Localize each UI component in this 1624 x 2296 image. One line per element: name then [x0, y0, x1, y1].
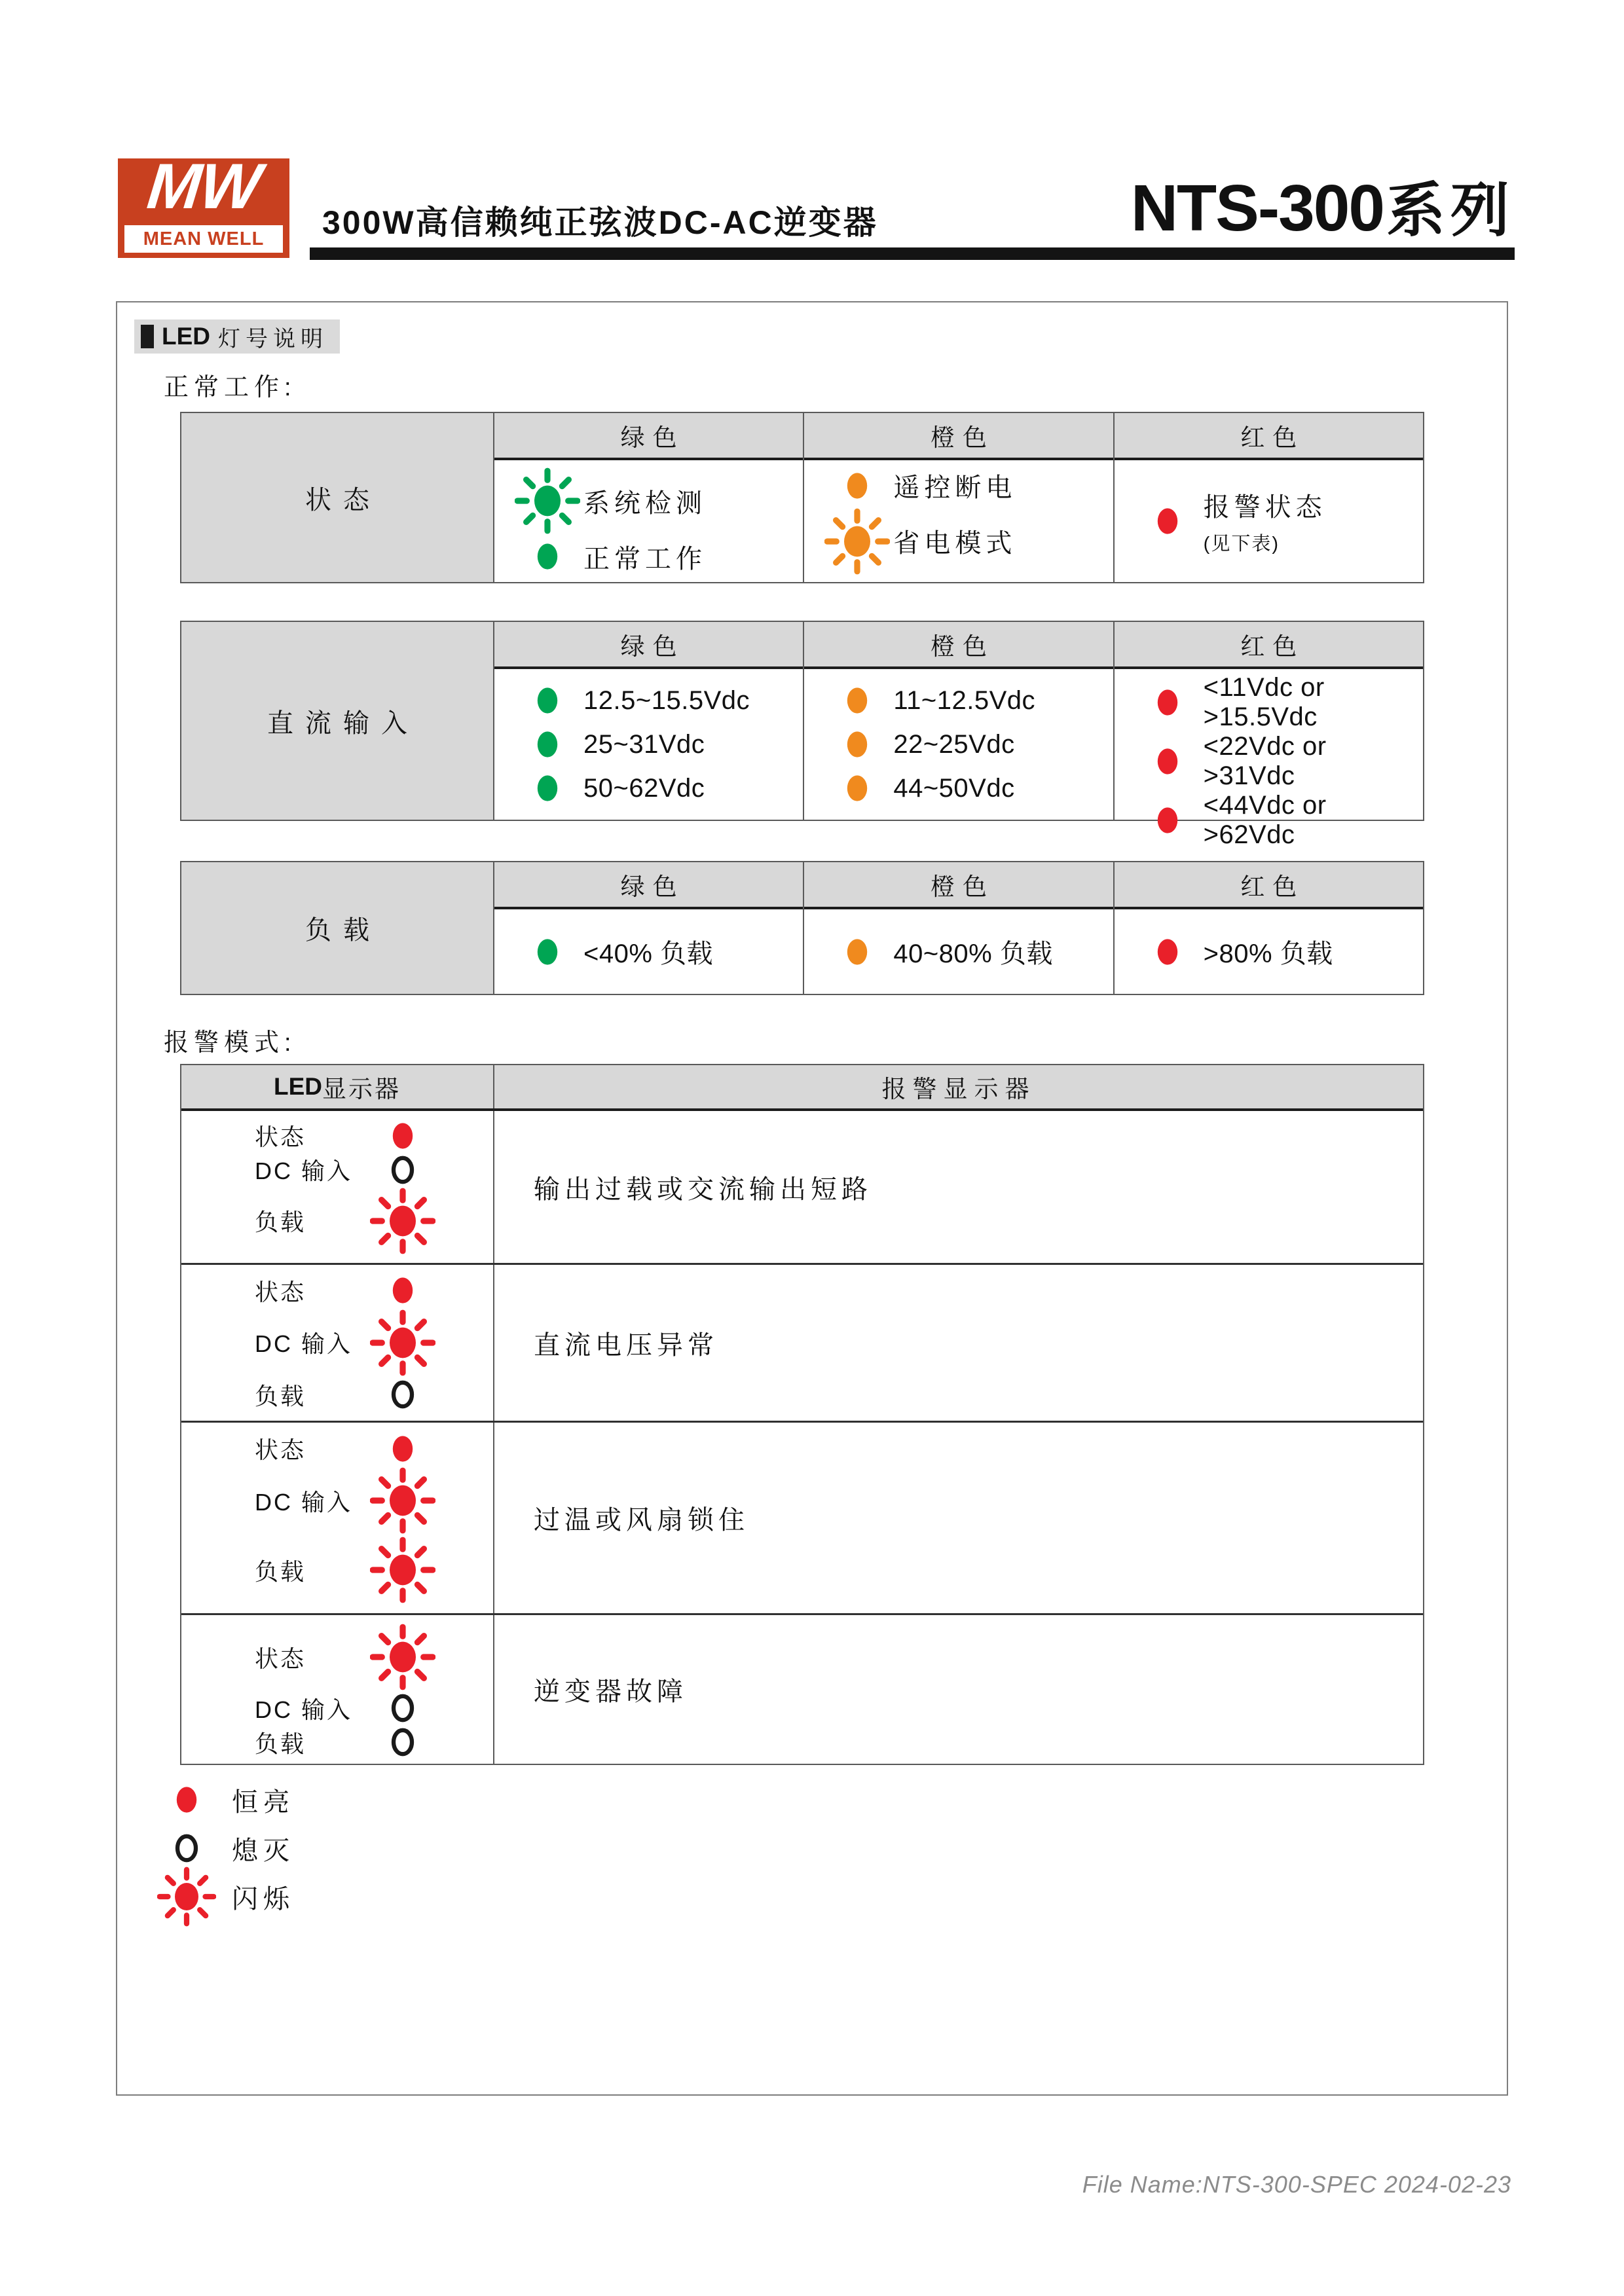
led-label: DC 输入: [255, 1488, 352, 1516]
series-title: [1131, 162, 1515, 247]
series-suffix: 系列: [1386, 178, 1515, 244]
led-on-red-icon: [370, 1120, 435, 1152]
alarm-header-led-display: [181, 1065, 494, 1108]
led-line: [181, 1274, 493, 1307]
led-off-icon: [370, 1725, 435, 1759]
dc-line: [804, 772, 1113, 805]
led-off-icon: [157, 1831, 216, 1865]
legend-item: [157, 1776, 295, 1824]
status-row-label: 状态: [181, 413, 494, 582]
status-columns: [494, 413, 1423, 582]
status-text: 遥控断电: [893, 473, 1017, 503]
alarm-row: [181, 1421, 1423, 1613]
led-label: 负载: [255, 1558, 306, 1585]
alarm-description-cell: [494, 1111, 1423, 1263]
dc-red-cell: [1115, 669, 1423, 854]
led-line: [181, 1432, 493, 1465]
status-table: [180, 412, 1424, 583]
led-on-green-icon: [511, 728, 583, 761]
led-blink-red-icon: [157, 1863, 216, 1931]
led-off-icon: [370, 1153, 435, 1187]
led-label: DC 输入: [255, 1696, 352, 1723]
led-on-orange-icon: [821, 772, 893, 805]
meanwell-logo: [118, 150, 289, 258]
status-note: (见下表): [1203, 534, 1280, 555]
led-line: [181, 1725, 493, 1759]
header-divider-rule: [310, 247, 1515, 260]
led-line: [181, 1309, 493, 1377]
status-text: 系统检测: [583, 488, 707, 518]
alarm-description: 逆变器故障: [534, 1677, 688, 1706]
led-on-red-icon: [370, 1432, 435, 1465]
dc-line: [1115, 791, 1423, 850]
alarm-description: 输出过载或交流输出短路: [534, 1175, 872, 1204]
led-label: 状态: [255, 1278, 306, 1305]
led-off-icon: [370, 1377, 435, 1412]
normal-mode-label: 正常工作:: [164, 374, 297, 401]
led-on-red-icon: [1132, 686, 1204, 719]
dc-range: 25~31Vdc: [583, 729, 705, 759]
footer-filename: File Name:NTS-300-SPEC 2024-02-23: [1082, 2171, 1511, 2198]
alarm-description: 直流电压异常: [534, 1330, 718, 1360]
led-on-red-icon: [1132, 804, 1204, 837]
status-text-group: [1204, 486, 1327, 556]
dc-range: 11~12.5Vdc: [893, 685, 1035, 715]
led-line: [181, 1153, 493, 1187]
dc-line: [494, 684, 803, 717]
legend-label: 熄灭: [232, 1836, 295, 1865]
alarm-header-led-rest: 显示器: [322, 1076, 401, 1102]
dc-range: 22~25Vdc: [893, 729, 1015, 759]
legend-label: 闪烁: [232, 1884, 295, 1914]
led-on-orange-icon: [821, 936, 893, 968]
led-line: [181, 1119, 493, 1152]
alarm-mode-label: 报警模式:: [164, 1029, 297, 1057]
status-green-cell: [494, 460, 803, 582]
led-on-red-icon: [1132, 745, 1204, 778]
dc-line: [804, 684, 1113, 717]
led-on-green-icon: [511, 772, 583, 805]
logo-band: [124, 225, 283, 253]
led-blink-orange-icon: [821, 507, 893, 575]
alarm-led-states: [181, 1265, 494, 1421]
column-header-orange: 橙色: [804, 622, 1113, 669]
page-title: 300W高信赖纯正弦波DC-AC逆变器: [322, 204, 878, 241]
led-label: 负载: [255, 1382, 306, 1410]
led-line: [181, 1187, 493, 1255]
status-line: [494, 467, 803, 535]
load-range: 40~80% 负载: [893, 939, 1053, 968]
dc-col-orange: [803, 622, 1113, 820]
section-header-led-description: [134, 319, 340, 354]
led-line: [181, 1536, 493, 1604]
load-orange-cell: [804, 909, 1113, 994]
column-header-orange: 橙色: [804, 862, 1113, 909]
alarm-row: [181, 1263, 1423, 1421]
status-line: [494, 538, 803, 575]
logo-brand-text: MEAN WELL: [143, 228, 265, 249]
status-text: 省电模式: [893, 529, 1017, 558]
dc-line: [494, 728, 803, 761]
series-code: NTS-300: [1130, 172, 1384, 245]
status-orange-cell: [804, 460, 1113, 582]
load-line: [804, 933, 1113, 970]
led-on-red-icon: [1132, 505, 1204, 538]
load-range: >80% 负载: [1203, 939, 1333, 968]
led-on-orange-icon: [821, 469, 893, 502]
led-label: DC 输入: [255, 1330, 352, 1357]
column-header-green: 绿色: [494, 862, 803, 909]
led-label: 状态: [255, 1645, 306, 1672]
legend-item: [157, 1872, 295, 1921]
led-label: 负载: [255, 1209, 306, 1236]
alarm-row: [181, 1111, 1423, 1263]
led-on-red-icon: [1132, 936, 1204, 968]
dc-col-green: [494, 622, 803, 820]
load-line: [1115, 933, 1423, 970]
column-header-red: 红色: [1115, 622, 1423, 669]
led-on-red-icon: [370, 1274, 435, 1307]
led-on-green-icon: [511, 684, 583, 717]
led-legend: [157, 1776, 295, 1921]
load-table: [180, 861, 1424, 995]
section-title-led: LED: [162, 323, 210, 350]
led-line: [181, 1467, 493, 1535]
load-col-orange: [803, 862, 1113, 994]
led-label: DC 输入: [255, 1157, 352, 1184]
led-line: [181, 1691, 493, 1725]
dc-range: <11Vdc or >15.5Vdc: [1203, 673, 1325, 731]
dc-range: 50~62Vdc: [583, 773, 705, 803]
dc-range: 44~50Vdc: [893, 773, 1015, 803]
status-col-red: [1113, 413, 1423, 582]
load-col-red: [1113, 862, 1423, 994]
dc-line: [1115, 673, 1423, 732]
dc-line: [804, 728, 1113, 761]
dc-green-cell: [494, 669, 803, 820]
led-label: 状态: [255, 1123, 306, 1151]
column-header-green: 绿色: [494, 622, 803, 669]
section-bullet-icon: [141, 325, 154, 348]
dc-col-red: [1113, 622, 1423, 849]
alarm-led-states: [181, 1423, 494, 1613]
alarm-description-cell: [494, 1615, 1423, 1764]
load-line: [494, 933, 803, 970]
column-header-red: 红色: [1115, 862, 1423, 909]
status-line: [804, 507, 1113, 575]
led-line: [181, 1623, 493, 1691]
column-header-red: 红色: [1115, 413, 1423, 460]
load-range: <40% 负载: [583, 939, 714, 968]
column-header-orange: 橙色: [804, 413, 1113, 460]
status-text: 正常工作: [583, 544, 707, 574]
led-blink-red-icon: [370, 1187, 435, 1255]
alarm-header-led: LED: [274, 1073, 322, 1100]
alarm-description-cell: [494, 1265, 1423, 1421]
led-line: [181, 1377, 493, 1412]
status-text: 报警状态: [1203, 493, 1327, 522]
led-on-green-icon: [511, 540, 583, 573]
led-on-orange-icon: [821, 728, 893, 761]
alarm-table: [180, 1064, 1424, 1765]
dc-orange-cell: [804, 669, 1113, 820]
status-col-green: [494, 413, 803, 582]
alarm-row: [181, 1613, 1423, 1764]
alarm-led-states: [181, 1615, 494, 1764]
led-blink-red-icon: [370, 1536, 435, 1604]
load-red-cell: [1115, 909, 1423, 994]
dc-range: <22Vdc or >31Vdc: [1203, 732, 1327, 790]
dc-range: <44Vdc or >62Vdc: [1203, 791, 1327, 849]
led-on-green-icon: [511, 936, 583, 968]
led-on-red-icon: [157, 1783, 216, 1816]
load-green-cell: [494, 909, 803, 994]
alarm-header-description: 报警显示器: [881, 1076, 1036, 1102]
load-col-green: [494, 862, 803, 994]
led-label: 状态: [255, 1436, 306, 1463]
led-blink-red-icon: [370, 1467, 435, 1535]
dc-line: [494, 772, 803, 805]
column-header-green: 绿色: [494, 413, 803, 460]
dc-row-label: 直流输入: [181, 622, 494, 820]
status-line: [804, 467, 1113, 504]
alarm-led-states: [181, 1111, 494, 1263]
load-columns: [494, 862, 1423, 994]
status-line: [1115, 486, 1423, 556]
led-label: 负载: [255, 1730, 306, 1757]
status-red-cell: [1115, 460, 1423, 582]
led-blink-green-icon: [511, 467, 583, 535]
dc-columns: [494, 622, 1423, 849]
led-off-icon: [370, 1691, 435, 1725]
alarm-description-cell: [494, 1423, 1423, 1613]
led-blink-red-icon: [370, 1623, 435, 1691]
legend-label: 恒亮: [232, 1787, 295, 1817]
dc-line: [1115, 732, 1423, 791]
section-title-rest: 灯号说明: [218, 326, 328, 352]
load-row-label: 负载: [181, 862, 494, 994]
alarm-table-header: [181, 1065, 1423, 1111]
alarm-description: 过温或风扇锁住: [534, 1506, 749, 1535]
dc-range: 12.5~15.5Vdc: [583, 685, 750, 715]
status-col-orange: [803, 413, 1113, 582]
dc-input-table: [180, 621, 1424, 849]
led-blink-red-icon: [370, 1309, 435, 1377]
logo-mw-text: MW: [144, 150, 263, 222]
led-on-orange-icon: [821, 684, 893, 717]
